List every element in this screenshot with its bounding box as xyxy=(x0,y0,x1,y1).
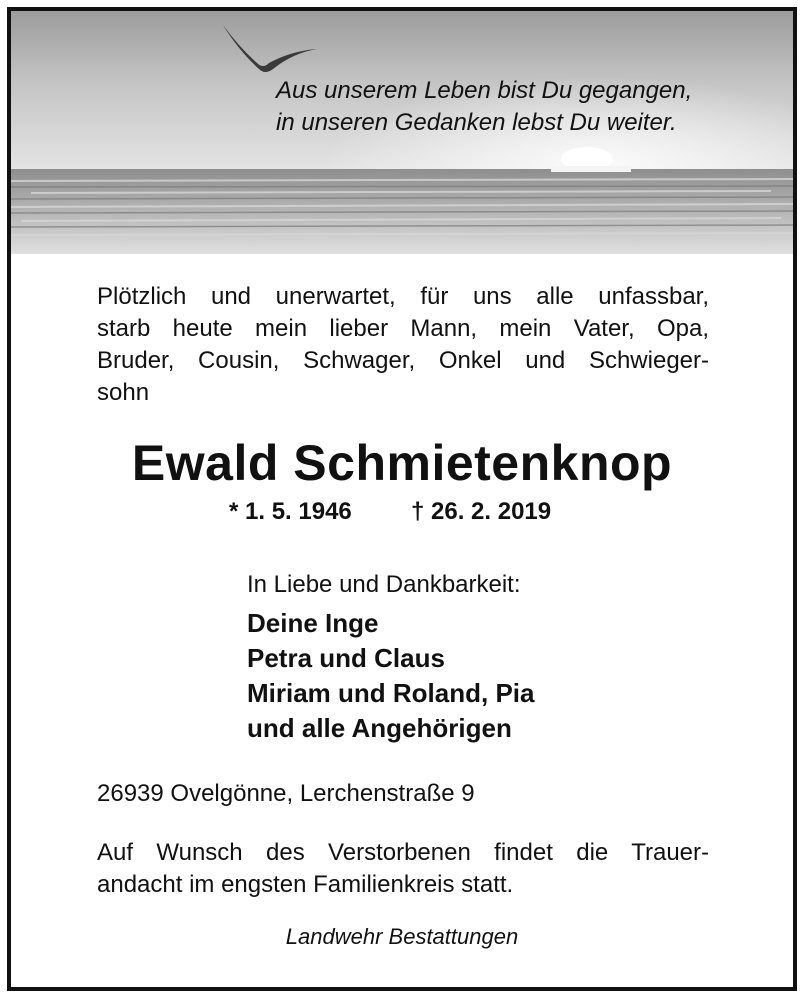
announcement-line: starb heute mein lieber Mann, mein Vater, Opa, xyxy=(97,315,709,342)
announcement-line: Plötzlich und unerwartet, für uns alle unfassbar, xyxy=(97,283,709,310)
mourners-list xyxy=(247,606,534,746)
deceased-name: Ewald Schmietenknop xyxy=(131,435,673,491)
mourners-intro: In Liebe und Dankbarkeit: xyxy=(247,571,521,598)
announcement-text xyxy=(97,281,709,409)
mourner-name: Petra und Claus xyxy=(247,643,445,673)
announcement-line: Bruder, Cousin, Schwager, Onkel und Schwieger- xyxy=(97,347,709,374)
birth-date: * 1. 5. 1946 xyxy=(229,498,352,525)
quote-line: in unseren Gedanken lebst Du weiter. xyxy=(276,109,677,136)
mourner-name: und alle Angehörigen xyxy=(247,713,512,743)
notice-line: andacht im engsten Familienkreis statt. xyxy=(97,871,514,898)
obituary-notice xyxy=(7,7,797,991)
life-dates xyxy=(11,497,793,531)
memorial-quote xyxy=(276,75,776,139)
funeral-notice xyxy=(97,837,709,901)
undertaker-name: Landwehr Bestattungen xyxy=(285,924,519,949)
notice-line: Auf Wunsch des Verstorbenen findet die Trauer- xyxy=(97,839,709,866)
death-date: † 26. 2. 2019 xyxy=(411,498,552,525)
quote-line: Aus unserem Leben bist Du gegangen, xyxy=(276,77,693,104)
announcement-line: sohn xyxy=(97,379,150,406)
mourner-name: Miriam und Roland, Pia xyxy=(247,678,535,708)
seascape-banner xyxy=(11,11,793,254)
mourner-name: Deine Inge xyxy=(247,608,379,638)
family-address: 26939 Ovelgönne, Lerchenstraße 9 xyxy=(97,780,475,807)
